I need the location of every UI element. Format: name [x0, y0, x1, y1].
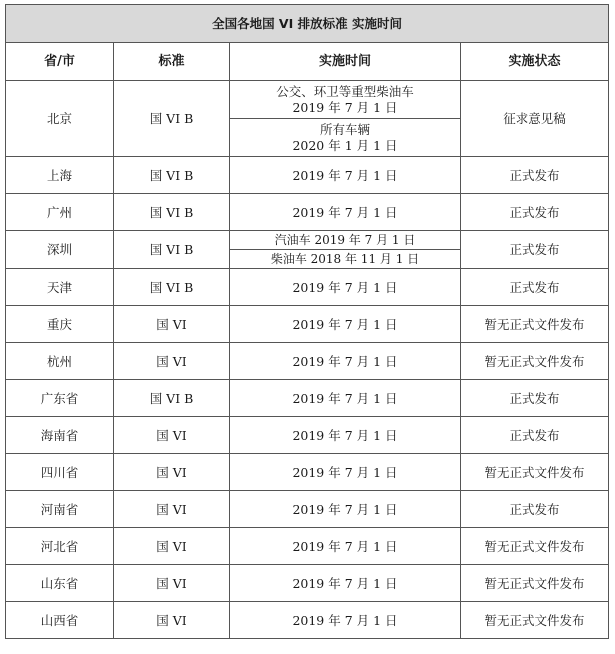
table-row	[6, 417, 609, 454]
cell-city: 重庆	[6, 306, 114, 343]
cell-city: 上海	[6, 157, 114, 194]
cell-standard: 国 VI B	[114, 231, 230, 269]
cell-standard: 国 VI B	[114, 269, 230, 306]
cell-time: 柴油车 2018 年 11 月 1 日	[230, 250, 461, 269]
cell-status: 正式发布	[461, 269, 609, 306]
cell-status: 正式发布	[461, 491, 609, 528]
header-status: 实施状态	[461, 43, 609, 81]
header-standard: 标准	[114, 43, 230, 81]
cell-time: 2019 年 7 月 1 日	[230, 454, 461, 491]
table-row	[6, 454, 609, 491]
cell-time: 2019 年 7 月 1 日	[230, 157, 461, 194]
cell-status: 正式发布	[461, 380, 609, 417]
cell-standard: 国 VI B	[114, 157, 230, 194]
cell-status: 暂无正式文件发布	[461, 528, 609, 565]
cell-time: 汽油车 2019 年 7 月 1 日	[230, 231, 461, 250]
cell-time: 2019 年 7 月 1 日	[230, 491, 461, 528]
cell-status: 正式发布	[461, 417, 609, 454]
cell-standard: 国 VI	[114, 417, 230, 454]
cell-standard: 国 VI B	[114, 194, 230, 231]
cell-status: 暂无正式文件发布	[461, 565, 609, 602]
cell-time: 2019 年 7 月 1 日	[230, 565, 461, 602]
header-time: 实施时间	[230, 43, 461, 81]
cell-status: 正式发布	[461, 231, 609, 269]
cell-status: 暂无正式文件发布	[461, 454, 609, 491]
time-line: 所有车辆	[319, 121, 370, 137]
table-row	[6, 565, 609, 602]
table-row	[6, 157, 609, 194]
cell-standard: 国 VI B	[114, 81, 230, 157]
cell-status: 正式发布	[461, 194, 609, 231]
cell-status: 暂无正式文件发布	[461, 343, 609, 380]
cell-time: 2019 年 7 月 1 日	[230, 306, 461, 343]
cell-standard: 国 VI B	[114, 380, 230, 417]
cell-city: 广东省	[6, 380, 114, 417]
cell-city: 北京	[6, 81, 114, 157]
cell-time	[230, 119, 461, 157]
cell-standard: 国 VI	[114, 343, 230, 380]
cell-city: 深圳	[6, 231, 114, 269]
cell-status: 征求意见稿	[461, 81, 609, 157]
table-row	[6, 380, 609, 417]
time-line: 公交、环卫等重型柴油车	[276, 83, 414, 99]
table-title: 全国各地国 VI 排放标准 实施时间	[6, 5, 609, 43]
cell-standard: 国 VI	[114, 491, 230, 528]
time-line: 2020 年 1 月 1 日	[292, 137, 398, 153]
cell-city: 山西省	[6, 602, 114, 639]
table-row	[6, 491, 609, 528]
table-row	[6, 194, 609, 231]
cell-city: 杭州	[6, 343, 114, 380]
cell-city: 天津	[6, 269, 114, 306]
cell-time: 2019 年 7 月 1 日	[230, 380, 461, 417]
table-row	[6, 602, 609, 639]
cell-city: 四川省	[6, 454, 114, 491]
cell-time: 2019 年 7 月 1 日	[230, 417, 461, 454]
table-row	[6, 343, 609, 380]
table-row	[6, 269, 609, 306]
cell-standard: 国 VI	[114, 565, 230, 602]
cell-time	[230, 81, 461, 119]
cell-time: 2019 年 7 月 1 日	[230, 194, 461, 231]
cell-status: 正式发布	[461, 157, 609, 194]
cell-standard: 国 VI	[114, 454, 230, 491]
emission-standard-table	[5, 4, 609, 639]
cell-standard: 国 VI	[114, 306, 230, 343]
cell-status: 暂无正式文件发布	[461, 306, 609, 343]
cell-time: 2019 年 7 月 1 日	[230, 602, 461, 639]
cell-time: 2019 年 7 月 1 日	[230, 528, 461, 565]
cell-city: 河南省	[6, 491, 114, 528]
cell-city: 河北省	[6, 528, 114, 565]
time-line: 2019 年 7 月 1 日	[292, 99, 398, 115]
cell-standard: 国 VI	[114, 528, 230, 565]
cell-status: 暂无正式文件发布	[461, 602, 609, 639]
cell-city: 山东省	[6, 565, 114, 602]
table-row	[6, 231, 609, 250]
cell-standard: 国 VI	[114, 602, 230, 639]
cell-city: 海南省	[6, 417, 114, 454]
table-row	[6, 81, 609, 119]
cell-time: 2019 年 7 月 1 日	[230, 343, 461, 380]
header-city: 省/市	[6, 43, 114, 81]
table-row	[6, 306, 609, 343]
table-row	[6, 528, 609, 565]
cell-time: 2019 年 7 月 1 日	[230, 269, 461, 306]
cell-city: 广州	[6, 194, 114, 231]
